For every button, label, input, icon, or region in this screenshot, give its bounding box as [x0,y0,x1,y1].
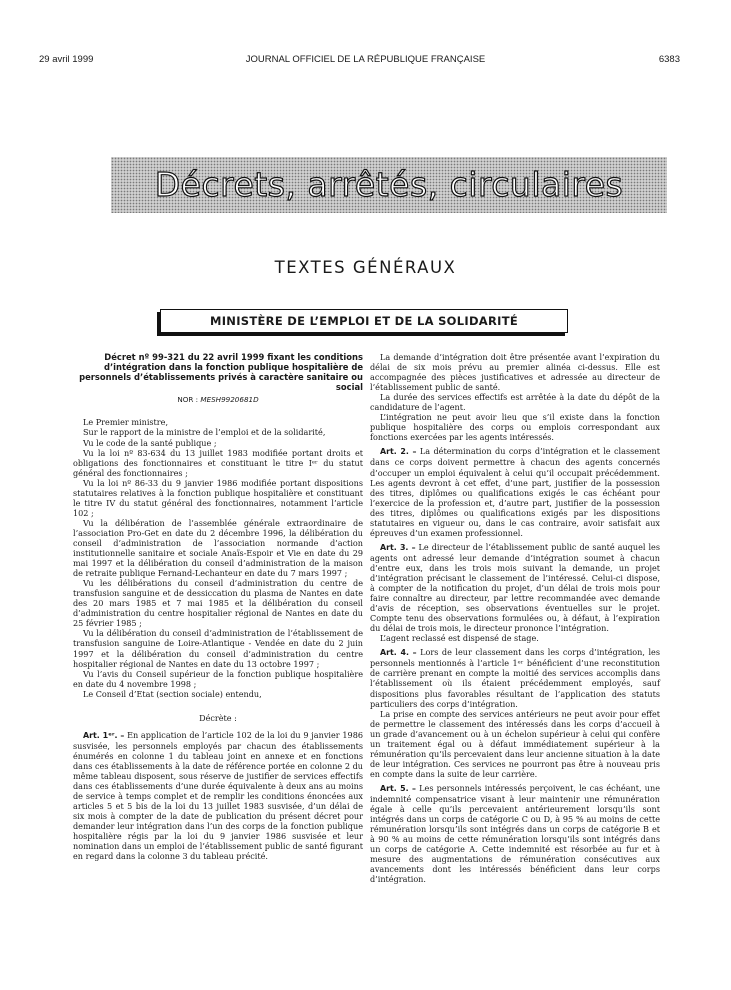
header-date: 29 avril 1999 [39,54,94,65]
preamble-paragraph: Vu l’avis du Conseil supérieur de la fonction publique hospitalière en date du 4 novembre 1998 ; [73,668,363,689]
article-1 [73,730,363,862]
journal-title: JOURNAL OFFICIEL DE LA RÉPUBLIQUE FRANÇAISE [245,54,486,65]
article-1-paragraph: La demande d’intégration doit être présentée avant l’expiration du délai de six mois prévu au premier alinéa ci-dessus. Elle est accompagnée des pièces justificatives et adressée au directeur de l’établissement public de santé. [370,352,660,393]
article-label: Art. 5. – [380,783,416,793]
article-label: Art. 1ᵉʳ. – [83,730,125,740]
article-label: Art. 3. – [380,542,416,552]
banner-title: Décrets, arrêtés, circulaires [154,165,624,204]
article-label: Art. 4. – [380,648,417,658]
section-banner [111,157,667,213]
page-number: 6383 [658,54,680,65]
preamble-paragraph: Vu le code de la santé publique ; [83,437,217,448]
nor-code: MESH9920681D [200,395,259,405]
preamble-paragraph: Vu la délibération de l’assemblée générale extraordinaire de l’association Pro-Get en date du 2 décembre 1996, la délibération du conseil d’administration de l’association normande d’action institutionnelle sanitaire et sociale Anaïs-Espoir et Vie en date du 29 mai 1997 et la délibération du conseil d’administration de la maison de retraite publique Fernand-Lechanteur en date du 7 mars 1997 ; [73,517,363,579]
left-column [73,352,363,861]
preamble-paragraph: Vu la loi nº 86-33 du 9 janvier 1986 modifiée portant dispositions statutaires relatives à la fonction publique hospitalière et constituant le titre IV du statut général des fonctionnaires, notamment l’article 102 ; [73,477,363,518]
preamble-paragraph: Vu la délibération du conseil d’administration de l’établissement de transfusion sanguine de Loire-Atlantique - Vendée en date du 2 juin 1997 et la délibération du conseil d’administration du centre hospitalier régional de Nantes en date du 13 octobre 1997 ; [73,628,363,669]
article-text: Les personnels intéressés perçoivent, le cas échéant, une indemnité compensatrice visant à leur maintenir une rémunération égale à celle qu’ils percevaient antérieurement lorsqu’ils sont intégrés dans un corps de catégorie C ou D, à 95 % au moins de cette rémunération lorsqu’ils sont intégrés dans un corps de catégorie B et à 90 % au moins de cette rémunération lorsqu’ils sont intégrés dans un corps de catégorie A. Cette indemnité est résorbée au fur et à mesure des augmentations de rémunération consécutives aux avancements dont les intéressés bénéficient dans leur corps d’intégration. [370,782,660,885]
article-text: Lors de leur classement dans les corps d’intégration, les personnels mentionnés à l’article 1ᵉʳ bénéficient d’une reconstitution de carrière prenant en compte la moitié des services accomplis dans l’établissement où ils étaient précédemment employés, sauf dispositions plus favorables résultant de l’application des statuts particuliers des corps d’intégration. [370,647,660,709]
decrete-label: Décrète : [199,712,237,723]
preamble-paragraph: Sur le rapport de la ministre de l’emploi et de la solidarité, [83,427,326,438]
decree-title: Décret nº 99-321 du 22 avril 1999 fixant les conditions d’intégration dans la fonction publique hospitalière de personnels d’établissements privés à caractère sanitaire ou social [79,352,363,393]
nor-label: NOR : [177,395,199,405]
article-text: La détermination du corps d’intégration et le classement dans ce corps doivent permettre à chacun des agents concernés d’occuper un emploi équivalent à celui qu’il occupait précédemment. Les agents devront à cet effet, d’une part, justifier de la possession des titres, diplômes ou qualifications exigés le cas échéant pour l’exercice de la profession et, d’autre part, justifier de la possession des titres, diplômes ou qualifications exigés par les dispositions statutaires en vigueur ou, dans le cas contraire, avoir satisfait aux épreuves d’un examen professionnel. [370,446,660,538]
article-1-paragraph: L’intégration ne peut avoir lieu que s’il existe dans la fonction publique hospitalière des corps ou emplois correspondant aux fonctions exercées par les agents intéressés. [370,412,660,443]
article-1-paragraph: La durée des services effectifs est arrêtée à la date du dépôt de la candidature de l’agent. [370,392,660,413]
ministry-heading: MINISTÈRE DE L’EMPLOI ET DE LA SOLIDARITÉ [160,309,568,333]
article-text: En application de l’article 102 de la loi du 9 janvier 1986 susvisée, les personnels employés par chacun des établissements énumérés en colonne 1 du tableau joint en annexe et en fonctions dans ces établissements à la date de référence portée en colonne 2 du même tableau disposent, sous réserve de justifier de services effectifs dans ces établissements d’une durée équivalente à deux ans au moins de service à temps complet et de remplir les conditions énoncées aux articles 5 et 5 bis de la loi du 13 juillet 1983 susvisée, d’un délai de six mois à compter de la date de publication du présent décret pour demander leur intégration dans l’un des corps de la fonction publique hospitalière régis par la loi du 9 janvier 1986 susvisée et leur nomination dans un emploi de l’établissement public de santé figurant en regard dans la colonne 3 du tableau précité. [73,729,363,862]
right-column [370,352,660,884]
article-label: Art. 2. – [380,447,417,457]
preamble-paragraph: Le Conseil d’Etat (section sociale) entendu, [83,688,262,699]
nor-reference [73,395,363,405]
preamble-paragraph: Vu les délibérations du conseil d’administration du centre de transfusion sanguine et de dessiccation du plasma de Nantes en date des 20 mars 1985 et 7 mai 1985 et la délibération du conseil d’administration du centre hospitalier régional de Nantes en date du 25 février 1985 ; [73,578,363,629]
article-2 [370,446,660,537]
preamble-paragraph: Vu la loi nº 83-634 du 13 juillet 1983 modifiée portant droits et obligations des fonctionnaires et constituant le titre Iᵉʳ du statut général des fonctionnaires ; [73,447,363,478]
article-text: Le directeur de l’établissement public de santé auquel les agents ont adressé leur demande d’intégration soumet à chacun d’entre eux, dans les trois mois suivant la demande, un projet d’intégration précisant le classement de l’intéressé. Celui-ci dispose, à compter de la notification du projet, d’un délai de trois mois pour faire connaître au directeur, par lettre recommandée avec demande d’avis de réception, ses observations éventuelles sur le projet. Compte tenu des observations formulées ou, à défaut, à l’expiration du délai de trois mois, le directeur prononce l’intégration. [370,541,660,634]
article-4-paragraph: La prise en compte des services antérieurs ne peut avoir pour effet de permettre le classement des intéressés dans les corps d’accueil à un grade d’avancement ou à un échelon supérieur à celui qui confère un traitement égal ou à défaut immédiatement supérieur à la rémunération qu’ils percevaient dans leur ancienne situation à la date de leur intégration. Ces services ne pourront pas être à nouveau pris en compte dans la suite de leur carrière. [370,708,660,779]
section-title: TEXTES GÉNÉRAUX [274,258,457,277]
article-3-paragraph: L’agent reclassé est dispensé de stage. [380,633,539,644]
article-5 [370,783,660,884]
article-4 [370,647,660,708]
preamble-paragraph: Le Premier ministre, [83,417,169,428]
article-3 [370,542,660,633]
